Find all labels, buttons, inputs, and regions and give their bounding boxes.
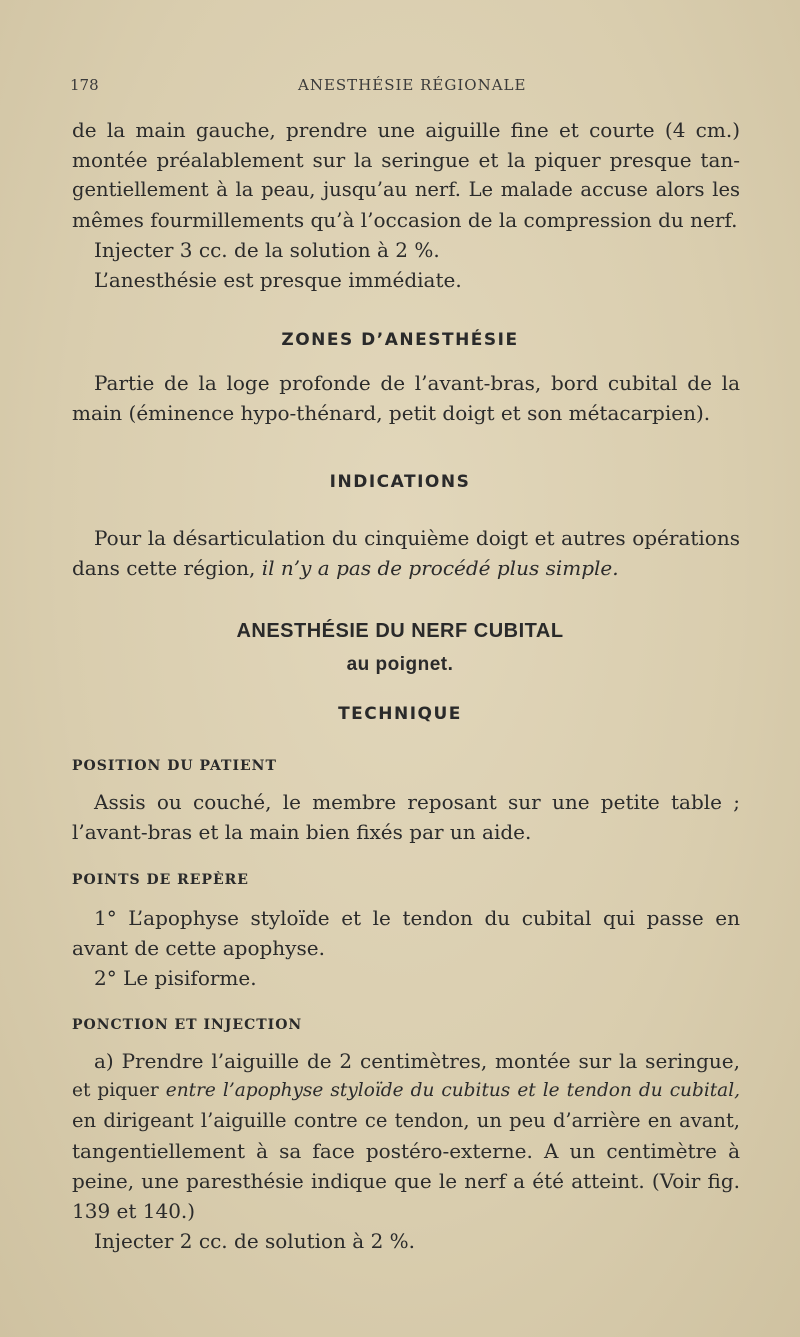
page-number: 178 <box>70 76 99 94</box>
text-line: 139 et 140.) <box>72 1199 196 1223</box>
text-line: avant de cette apophyse. <box>72 936 325 960</box>
reperes-paragraph <box>72 903 740 993</box>
position-paragraph <box>72 787 740 847</box>
text-line <box>72 1076 740 1106</box>
zones-paragraph <box>72 368 740 428</box>
indications-paragraph <box>72 523 740 583</box>
text-line <box>72 553 740 583</box>
text-line: 2° Le pisiforme. <box>94 966 257 990</box>
text-line: de la main gauche, prendre une aiguille fine et courte (4 cm.) <box>72 118 740 142</box>
zones-heading: ZONES D’ANESTHÉSIE <box>281 330 519 350</box>
text-line: Assis ou couché, le membre reposant sur une petite table ; <box>94 790 740 814</box>
text-normal: et piquer <box>72 1080 166 1101</box>
section-title: ANESTHÉSIE DU NERF CUBITAL <box>236 620 564 642</box>
position-heading: POSITION DU PATIENT <box>72 758 277 774</box>
running-title: ANESTHÉSIE RÉGIONALE <box>298 76 527 94</box>
text-line: en dirigeant l’aiguille contre ce tendon, un peu d’arrière en avant, <box>72 1109 740 1132</box>
reperes-heading: POINTS DE REPÈRE <box>72 872 249 888</box>
indications-heading: INDICATIONS <box>329 472 471 492</box>
text-line: Partie de la loge profonde de l’avant-bras, bord cubital de la <box>94 371 740 395</box>
text-line: mêmes fourmillements qu’à l’occasion de la compression du nerf. <box>72 208 738 232</box>
text-line: gentiellement à la peau, jusqu’au nerf. Le malade accuse alors les <box>72 178 740 201</box>
page-header <box>70 76 730 100</box>
ponction-heading: PONCTION ET INJECTION <box>72 1017 303 1033</box>
text-line: a) Prendre l’aiguille de 2 centimètres, montée sur la seringue, <box>94 1049 740 1073</box>
anesthesia-line: L’anesthésie est presque immédiate. <box>94 268 462 292</box>
text-line: peine, une paresthésie indique que le nerf a été atteint. (Voir fig. <box>72 1169 740 1193</box>
section-subtitle: au poignet. <box>346 654 454 675</box>
text-line: Pour la désarticulation du cinquième doigt et autres opérations <box>94 526 740 550</box>
inject-line: Injecter 3 cc. de la solution à 2 %. <box>94 238 440 262</box>
text-line: l’avant-bras et la main bien fixés par un aide. <box>72 820 532 844</box>
text-italic: entre l’apophyse styloïde du cubitus et le tendon du cubital, <box>165 1080 740 1101</box>
ponction-paragraph <box>72 1046 740 1256</box>
text-line: main (éminence hypo-thénard, petit doigt et son métacarpien). <box>72 401 711 425</box>
text-italic: il n’y a pas de procédé plus simple. <box>261 556 619 580</box>
text-line: 1° L’apophyse styloïde et le tendon du cubital qui passe en <box>94 906 740 930</box>
technique-heading: TECHNIQUE <box>338 704 462 724</box>
intro-paragraph <box>72 115 740 295</box>
text-normal: dans cette région, <box>72 556 262 580</box>
text-line: montée préalablement sur la seringue et la piquer presque tan- <box>72 148 740 172</box>
inject-line: Injecter 2 cc. de solution à 2 %. <box>94 1229 416 1253</box>
text-line: tangentiellement à sa face postéro-externe. A un centimètre à <box>72 1139 740 1163</box>
